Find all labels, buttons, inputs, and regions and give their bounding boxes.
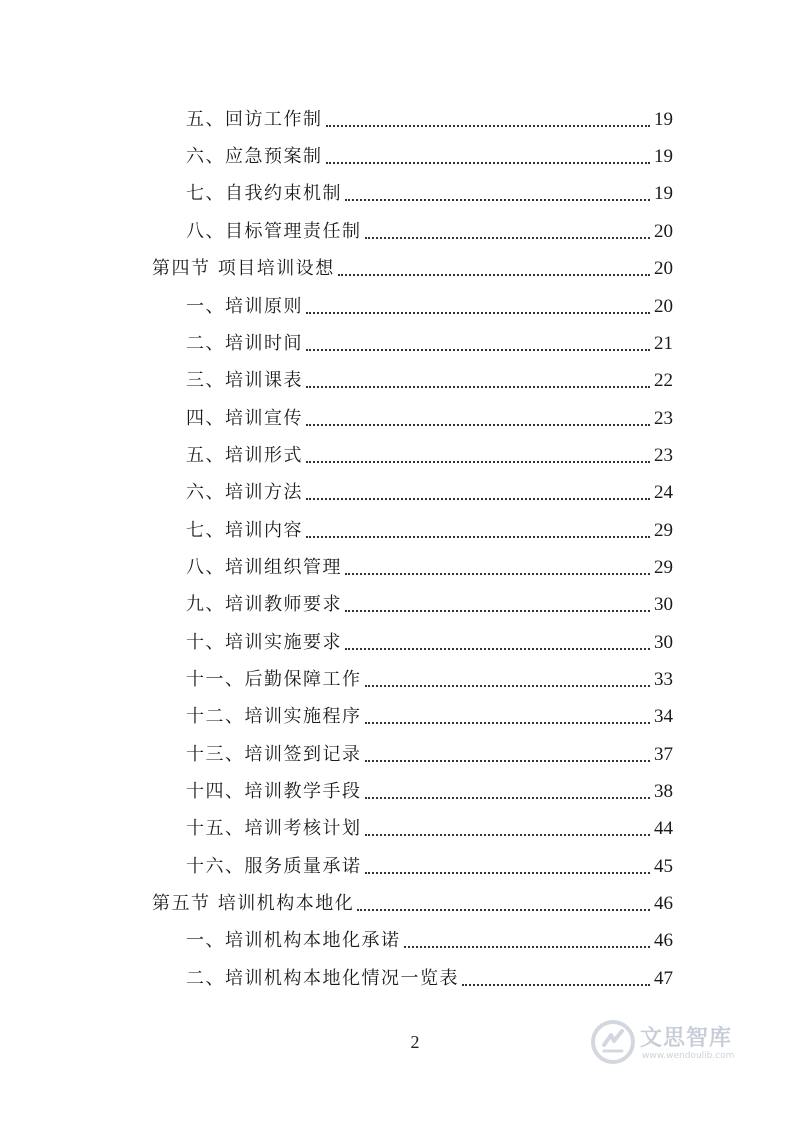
toc-entry-label: 二、培训时间: [186, 333, 303, 354]
toc-entry-label: 十二、培训实施程序: [186, 706, 362, 727]
toc-leader: [306, 312, 650, 314]
toc-entry-page: 34: [654, 706, 673, 727]
toc-entry-page: 38: [654, 781, 673, 802]
toc-leader: [365, 685, 651, 687]
toc-entry-label: 八、目标管理责任制: [186, 221, 362, 242]
toc-leader: [365, 237, 651, 239]
toc-entry-page: 21: [654, 333, 673, 354]
toc-entry-label: 第五节 培训机构本地化: [152, 893, 355, 914]
toc-entry-label: 八、培训组织管理: [186, 557, 342, 578]
toc-entry[interactable]: [0, 773, 673, 803]
toc-leader: [365, 797, 651, 799]
toc-entry-page: 20: [654, 258, 673, 279]
toc-entry-label: 十三、培训签到记录: [186, 744, 362, 765]
toc-leader: [306, 461, 650, 463]
toc-section-entry[interactable]: [0, 250, 673, 280]
toc-leader: [365, 722, 651, 724]
toc-entry[interactable]: [0, 138, 673, 168]
toc-entry-label: 一、培训原则: [186, 296, 303, 317]
toc-entry-page: 45: [654, 856, 673, 877]
toc-entry[interactable]: [0, 848, 673, 878]
toc-entry[interactable]: [0, 624, 673, 654]
toc-entry-label: 五、培训形式: [186, 445, 303, 466]
toc-entry-label: 五、回访工作制: [186, 109, 323, 130]
toc-entry[interactable]: [0, 101, 673, 131]
toc-entry-page: 30: [654, 594, 673, 615]
toc-entry-page: 23: [654, 445, 673, 466]
toc-leader: [306, 536, 650, 538]
toc-leader: [365, 760, 651, 762]
watermark: [590, 1015, 760, 1075]
toc-entry-page: 20: [654, 296, 673, 317]
toc-entry[interactable]: [0, 175, 673, 205]
toc-entry-page: 19: [654, 183, 673, 204]
toc-entry-page: 46: [654, 893, 673, 914]
toc-entry[interactable]: [0, 922, 673, 952]
toc-section-entry[interactable]: [0, 885, 673, 915]
toc-leader: [365, 834, 651, 836]
toc-entry[interactable]: [0, 549, 673, 579]
watermark-logo-icon: [590, 1019, 636, 1065]
toc-leader: [345, 199, 650, 201]
toc-entry-page: 24: [654, 482, 673, 503]
watermark-url: www.wendoulib.com: [642, 1051, 735, 1061]
toc-entry[interactable]: [0, 325, 673, 355]
toc-leader: [306, 349, 650, 351]
toc-entry-page: 22: [654, 370, 673, 391]
toc-entry[interactable]: [0, 213, 673, 243]
toc-entry[interactable]: [0, 960, 673, 990]
toc-leader: [326, 162, 651, 164]
toc-entry-page: 44: [654, 818, 673, 839]
toc-entry-label: 六、应急预案制: [186, 146, 323, 167]
toc-entry[interactable]: [0, 288, 673, 318]
toc-leader: [306, 386, 650, 388]
toc-entry-page: 23: [654, 408, 673, 429]
toc-leader: [345, 573, 650, 575]
toc-leader: [306, 424, 650, 426]
toc-entry-page: 30: [654, 632, 673, 653]
toc-entry[interactable]: [0, 698, 673, 728]
toc-entry[interactable]: [0, 586, 673, 616]
toc-entry-label: 九、培训教师要求: [186, 594, 342, 615]
toc-entry[interactable]: [0, 362, 673, 392]
toc-entry-page: 29: [654, 520, 673, 541]
toc-leader: [345, 648, 650, 650]
toc-entry-label: 七、培训内容: [186, 520, 303, 541]
toc-entry-page: 29: [654, 557, 673, 578]
toc-leader: [306, 498, 650, 500]
page-number: 2: [410, 1032, 420, 1052]
toc-entry-label: 二、培训机构本地化情况一览表: [186, 968, 459, 989]
toc-entry-label: 三、培训课表: [186, 370, 303, 391]
toc-entry-page: 20: [654, 221, 673, 242]
toc-entry[interactable]: [0, 512, 673, 542]
toc-entry-page: 19: [654, 146, 673, 167]
toc-entry[interactable]: [0, 400, 673, 430]
toc-entry-label: 十四、培训教学手段: [186, 781, 362, 802]
toc-entry-label: 四、培训宣传: [186, 408, 303, 429]
toc-leader: [462, 984, 650, 986]
toc-entry-page: 37: [654, 744, 673, 765]
toc-leader: [357, 909, 650, 911]
toc-leader: [404, 946, 651, 948]
toc-entry-page: 19: [654, 109, 673, 130]
toc-entry-label: 十、培训实施要求: [186, 632, 342, 653]
toc-entry-label: 十六、服务质量承诺: [186, 856, 362, 877]
toc-entry-page: 46: [654, 930, 673, 951]
toc-entry-label: 七、自我约束机制: [186, 183, 342, 204]
toc-leader: [326, 125, 651, 127]
toc-entry[interactable]: [0, 474, 673, 504]
toc-entry-label: 一、培训机构本地化承诺: [186, 930, 401, 951]
toc-entry[interactable]: [0, 661, 673, 691]
toc-entry-label: 十五、培训考核计划: [186, 818, 362, 839]
toc-leader: [365, 872, 651, 874]
toc-entry[interactable]: [0, 810, 673, 840]
toc-entry-label: 六、培训方法: [186, 482, 303, 503]
toc-entry-page: 33: [654, 669, 673, 690]
watermark-text: 文思智库: [640, 1026, 733, 1051]
toc-entry[interactable]: [0, 736, 673, 766]
toc-leader: [345, 610, 650, 612]
toc-leader: [338, 274, 650, 276]
toc-entry-page: 47: [654, 968, 673, 989]
toc-entry-label: 第四节 项目培训设想: [152, 258, 335, 279]
toc-entry[interactable]: [0, 437, 673, 467]
toc-entry-label: 十一、后勤保障工作: [186, 669, 362, 690]
